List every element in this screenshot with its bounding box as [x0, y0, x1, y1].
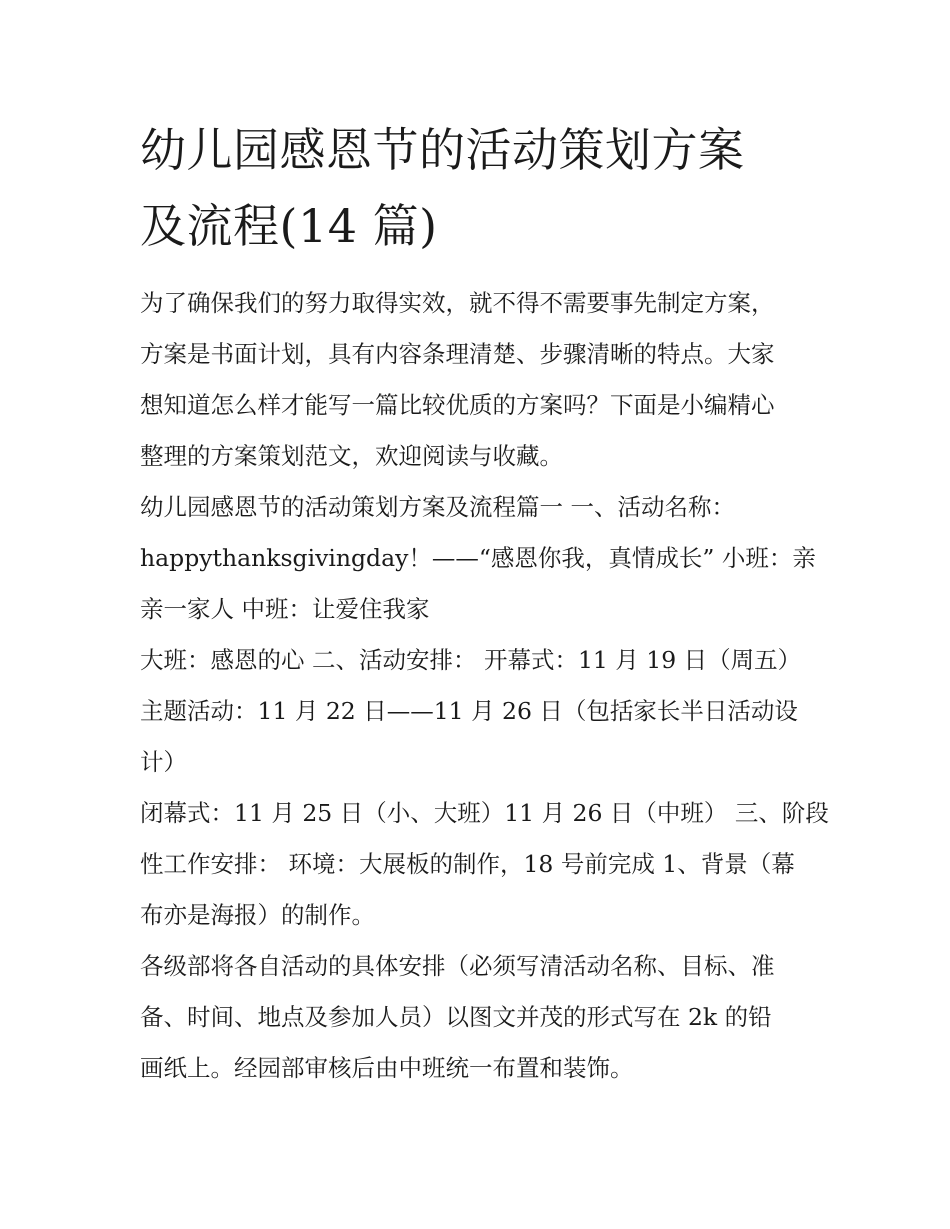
- text-line: 备、时间、地点及参加人员）以图文并茂的形式写在 2k 的铅: [140, 1003, 772, 1031]
- text-line: 大班：感恩的心 二、活动安排： 开幕式：11 月 19 日（周五）: [140, 646, 802, 674]
- text-line: 各级部将各自活动的具体安排（必须写清活动名称、目标、准: [140, 952, 775, 980]
- paragraph-closing-ceremony: [140, 788, 829, 941]
- text-line: 幼儿园感恩节的活动策划方案及流程篇一 一、活动名称：: [140, 493, 735, 521]
- text-line: 亲一家人 中班：让爱住我家: [140, 595, 430, 623]
- text-line: 为了确保我们的努力取得实效，就不得不需要事先制定方案，: [140, 289, 775, 317]
- title-line: 及流程(14 篇): [140, 199, 438, 253]
- text-line: 主题活动：11 月 22 日——11 月 26 日（包括家长半日活动设: [140, 697, 798, 725]
- document-title: [140, 112, 815, 264]
- title-line: 幼儿园感恩节的活动策划方案: [140, 123, 745, 177]
- text-line: 整理的方案策划范文，欢迎阅读与收藏。: [140, 442, 563, 470]
- text-line: 画纸上。经园部审核后由中班统一布置和装饰。: [140, 1054, 634, 1082]
- paragraph-intro: [140, 278, 815, 482]
- paragraph-activity-schedule: [140, 635, 815, 788]
- text-line: happythanksgivingday！——“感恩你我，真情成长” 小班：亲: [140, 544, 816, 572]
- paragraph-arrangements: [140, 941, 815, 1094]
- text-line: 性工作安排： 环境：大展板的制作，18 号前完成 1、背景（幕: [140, 850, 795, 878]
- text-line: 布亦是海报）的制作。: [140, 901, 375, 929]
- text-line: 方案是书面计划，具有内容条理清楚、步骤清晰的特点。大家: [140, 340, 775, 368]
- text-line: 想知道怎么样才能写一篇比较优质的方案吗？下面是小编精心: [140, 391, 775, 419]
- text-line: 闭幕式：11 月 25 日（小、大班）11 月 26 日（中班） 三、阶段: [140, 799, 829, 827]
- document-content: [140, 112, 829, 1094]
- paragraph-activity-name: [140, 482, 815, 635]
- text-line: 计）: [140, 748, 187, 776]
